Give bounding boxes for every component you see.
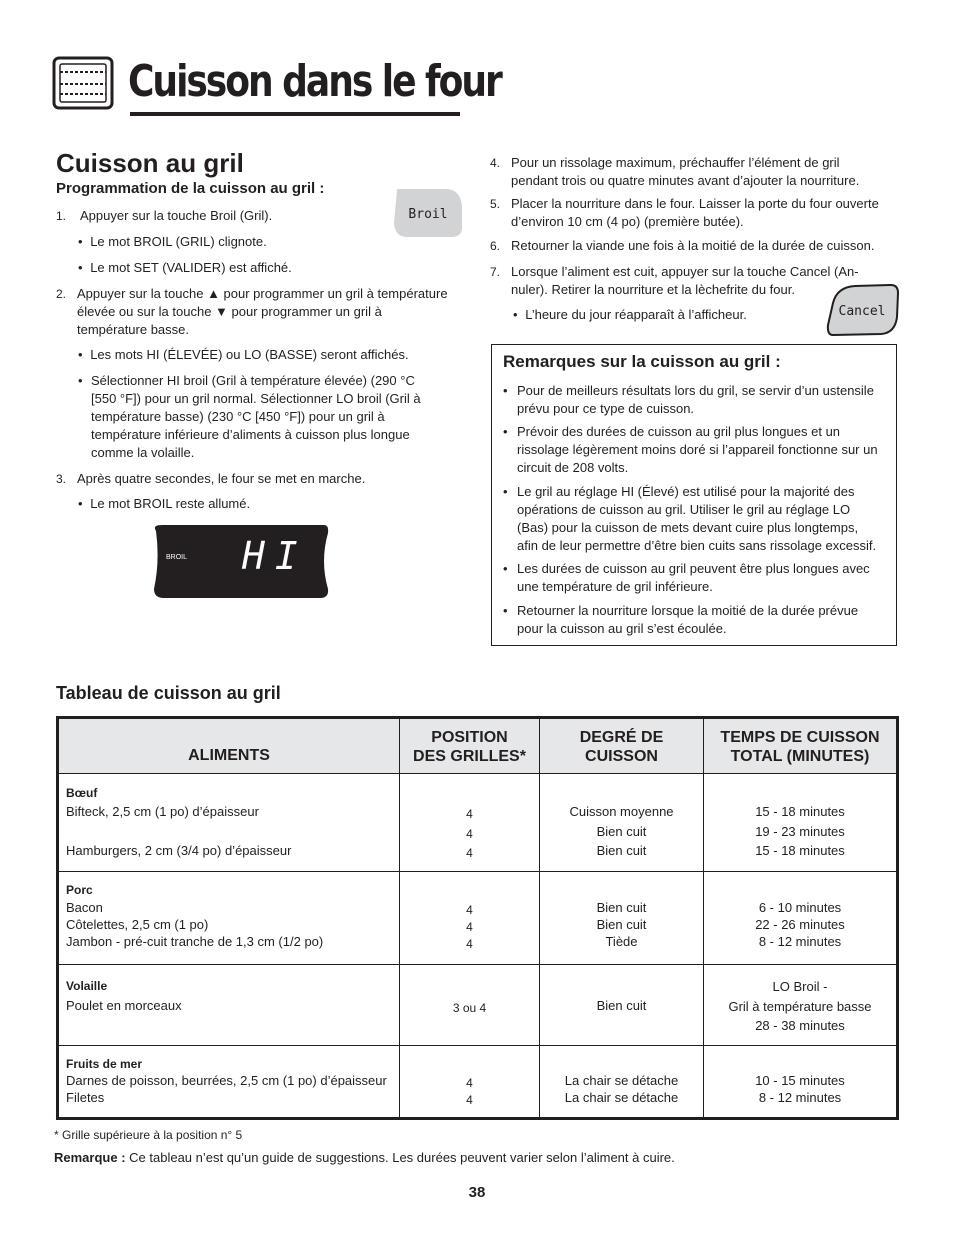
bullet-mark: • <box>78 260 83 275</box>
cell-rack: 4 <box>466 903 473 917</box>
table-heading: Tableau de cuisson au gril <box>56 683 281 703</box>
note-text-line: pour la cuisson au gril s’est écoulée. <box>517 621 727 636</box>
cell-time: 19 - 23 minutes <box>755 824 845 839</box>
cell-rack: 4 <box>466 1093 473 1107</box>
bullet-text-line: Sélectionner HI broil (Gril à température élevée) (290 °C <box>91 373 415 388</box>
cell-rack: 4 <box>466 807 473 821</box>
cell-rack: 4 <box>466 1076 473 1090</box>
note-item <box>503 382 874 416</box>
step-text-line: d’environ 10 cm (4 po) (première butée). <box>511 214 744 229</box>
column-header-line: DEGRÉ DE <box>579 729 664 746</box>
cell-food: Jambon - pré-cuit tranche de 1,3 cm (1/2 po) <box>66 934 324 949</box>
display-readout: HI <box>242 534 308 578</box>
bullet-text: Le mot SET (VALIDER) est affiché. <box>90 260 292 275</box>
column-header-time <box>704 728 896 766</box>
cell-time <box>704 977 896 1035</box>
row-divider <box>56 1045 899 1046</box>
step-text-line: élevée ou sur la touche ▼ pour programmer un gril à <box>77 304 382 319</box>
note-text-line: circuit de 208 volts. <box>517 460 629 475</box>
step-text-line: nuler). Retirer la nourriture et la lèchefrite du four. <box>511 282 795 297</box>
note-text-line: Retourner la nourriture lorsque la moitié de la durée prévue <box>517 603 859 618</box>
note-text-line: Les durées de cuisson au gril peuvent être plus longues avec <box>517 561 870 576</box>
cell-rack: 4 <box>466 827 473 841</box>
step-text-line: température basse. <box>77 322 190 337</box>
section-heading: Cuisson au gril <box>56 148 244 178</box>
cell-doneness: Bien cuit <box>596 843 647 858</box>
remark-label: Remarque : <box>54 1150 126 1165</box>
remark-text: Ce tableau n’est qu’un guide de suggestions. Les durées peuvent varier selon l’aliment à cuire. <box>125 1150 675 1165</box>
bullet <box>513 306 747 324</box>
bullet <box>78 495 250 513</box>
row-divider <box>56 773 899 774</box>
cell-food: Hamburgers, 2 cm (3/4 po) d’épaisseur <box>66 843 292 858</box>
bullet-mark: • <box>503 424 508 439</box>
cell-time-line: LO Broil - <box>772 979 828 994</box>
title-rule <box>130 112 460 116</box>
step-5 <box>490 195 879 229</box>
cell-doneness: Cuisson moyenne <box>569 804 674 819</box>
notes-heading: Remarques sur la cuisson au gril : <box>503 352 781 371</box>
note-text-line: une température de gril inférieure. <box>517 579 713 594</box>
note-text-line: (Bas) pour la cuisson de mets devant cuire plus longtemps, <box>517 520 859 535</box>
note-text-line: Prévoir des durées de cuisson au gril plus longues et un <box>517 424 841 439</box>
note-item <box>503 602 859 636</box>
step-text: Appuyer sur la touche Broil (Gril). <box>80 208 273 223</box>
bullet <box>78 346 409 364</box>
note-item <box>503 560 870 594</box>
step-7 <box>490 263 859 297</box>
bullet-text-line: [550 °F]) pour un gril normal. Sélectionner LO broil (Gril à <box>91 391 421 406</box>
cell-time: 6 - 10 minutes <box>758 900 842 915</box>
cell-time: 10 - 15 minutes <box>755 1073 845 1088</box>
note-text-line: afin de leur permettre d’être bien cuits sans rissolage excessif. <box>517 538 877 553</box>
step-text: Après quatre secondes, le four se met en marche. <box>77 471 366 486</box>
cell-time: 15 - 18 minutes <box>755 843 845 858</box>
cell-doneness: Bien cuit <box>596 998 647 1013</box>
remark <box>54 1149 675 1167</box>
cell-food: Bifteck, 2,5 cm (1 po) d’épaisseur <box>66 804 259 819</box>
bullet-mark: • <box>503 603 508 618</box>
column-header-food: ALIMENTS <box>188 747 270 764</box>
cell-doneness: La chair se détache <box>564 1090 679 1105</box>
step-text-line: Placer la nourriture dans le four. Laisser la porte du four ouverte <box>511 196 879 211</box>
step-text-line: Pour un rissolage maximum, préchauffer l’élément de gril <box>511 155 840 170</box>
cell-time: 15 - 18 minutes <box>755 804 845 819</box>
note-text-line: Pour de meilleurs résultats lors du gril, se servir d’un ustensile <box>517 383 874 398</box>
bullet-text-line: température inférieure d’aliments à cuisson plus longue <box>91 427 410 442</box>
display-mode-label: BROIL <box>166 554 188 561</box>
cell-rack: 4 <box>466 920 473 934</box>
cell-food: Bacon <box>66 900 103 915</box>
step-1 <box>56 207 273 225</box>
row-divider <box>56 964 899 965</box>
cell-rack: 4 <box>466 846 473 860</box>
bullet-text-line: température basse) (230 °C [450 °F]) pour un gril à <box>91 409 385 424</box>
cell-food: Darnes de poisson, beurrées, 2,5 cm (1 po) d’épaisseur <box>66 1073 387 1088</box>
step-2 <box>56 285 448 337</box>
page-title: Cuisson dans le four <box>128 56 501 107</box>
column-header-line: CUISSON <box>585 748 658 765</box>
column-header-line: POSITION <box>431 729 508 746</box>
footnote: * Grille supérieure à la position n° 5 <box>54 1128 243 1142</box>
cell-doneness: Bien cuit <box>596 900 647 915</box>
step-number: 2. <box>56 287 67 301</box>
cell-food: Côtelettes, 2,5 cm (1 po) <box>66 917 209 932</box>
control-display-panel <box>150 523 330 600</box>
row-divider <box>56 871 899 872</box>
bullet-mark: • <box>78 347 83 362</box>
step-number: 3. <box>56 472 67 486</box>
bullet-text-line: comme la volaille. <box>91 445 195 460</box>
column-header-doneness <box>540 728 703 766</box>
cell-doneness: Bien cuit <box>596 917 647 932</box>
group-name: Porc <box>66 883 93 897</box>
note-text-line: opérations de cuisson au gril. Utiliser le gril au réglage LO <box>517 502 851 517</box>
step-4 <box>490 154 860 188</box>
group-name: Bœuf <box>66 786 98 800</box>
cancel-key[interactable] <box>825 283 899 336</box>
cell-food: Poulet en morceaux <box>66 998 182 1013</box>
bullet <box>78 233 267 251</box>
bullet-mark: • <box>503 561 508 576</box>
bullet-text: L’heure du jour réapparaît à l’afficheur. <box>525 307 747 322</box>
cell-doneness: Tiède <box>605 934 638 949</box>
step-3 <box>56 470 366 488</box>
cell-rack: 4 <box>466 937 473 951</box>
group-name: Volaille <box>66 979 108 993</box>
step-number: 7. <box>490 265 501 279</box>
note-item <box>503 483 877 553</box>
programming-heading: Programmation de la cuisson au gril : <box>56 180 325 197</box>
note-item <box>503 423 878 475</box>
column-header-line: DES GRILLES* <box>413 748 526 765</box>
page-number: 38 <box>468 1184 486 1201</box>
cell-doneness: La chair se détache <box>564 1073 679 1088</box>
column-header-rack <box>400 728 539 766</box>
broil-key[interactable] <box>391 187 463 239</box>
bullet <box>78 372 421 460</box>
bullet-mark: • <box>503 383 508 398</box>
bullet-mark: • <box>503 484 508 499</box>
cancel-key-label: Cancel <box>838 304 886 319</box>
bullet <box>78 259 292 277</box>
column-header-line: TOTAL (MINUTES) <box>730 748 870 765</box>
step-text-line: Appuyer sur la touche ▲ pour programmer un gril à température <box>77 286 448 301</box>
cell-time-line: 28 - 38 minutes <box>755 1018 845 1033</box>
step-text-line: pendant trois ou quatre minutes avant d’ajouter la nourriture. <box>511 173 860 188</box>
cell-time-line: Gril à température basse <box>728 999 872 1014</box>
bullet-mark: • <box>78 496 83 511</box>
cell-time: 22 - 26 minutes <box>755 917 845 932</box>
cell-rack: 3 ou 4 <box>452 1001 487 1015</box>
bullet-mark: • <box>513 307 518 322</box>
cell-time: 8 - 12 minutes <box>758 1090 842 1105</box>
cell-food: Filetes <box>66 1090 105 1105</box>
bullet-text: Les mots HI (ÉLEVÉE) ou LO (BASSE) seront affichés. <box>90 347 409 362</box>
bullet-text: Le mot BROIL (GRIL) clignote. <box>90 234 267 249</box>
bullet-mark: • <box>78 373 83 388</box>
step-number: 6. <box>490 239 501 253</box>
step-number: 4. <box>490 156 501 170</box>
step-number: 5. <box>490 197 501 211</box>
step-text-line: Lorsque l’aliment est cuit, appuyer sur la touche Cancel (An- <box>511 264 859 279</box>
cell-doneness: Bien cuit <box>596 824 647 839</box>
step-number: 1. <box>56 209 67 223</box>
bullet-text: Le mot BROIL reste allumé. <box>90 496 251 511</box>
cell-time: 8 - 12 minutes <box>758 934 842 949</box>
note-text-line: rissolage légèrement moins doré si l’appareil fonctionne sur un <box>517 442 878 457</box>
column-header-line: TEMPS DE CUISSON <box>720 729 880 746</box>
group-name: Fruits de mer <box>66 1057 143 1071</box>
bullet-mark: • <box>78 234 83 249</box>
step-6 <box>490 237 875 255</box>
oven-icon <box>52 56 114 110</box>
note-text-line: Le gril au réglage HI (Élevé) est utilisé pour la majorité des <box>517 484 855 499</box>
step-text: Retourner la viande une fois à la moitié de la durée de cuisson. <box>511 238 875 253</box>
broil-key-label: Broil <box>408 207 448 222</box>
note-text-line: prévu pour ce type de cuisson. <box>517 401 695 416</box>
